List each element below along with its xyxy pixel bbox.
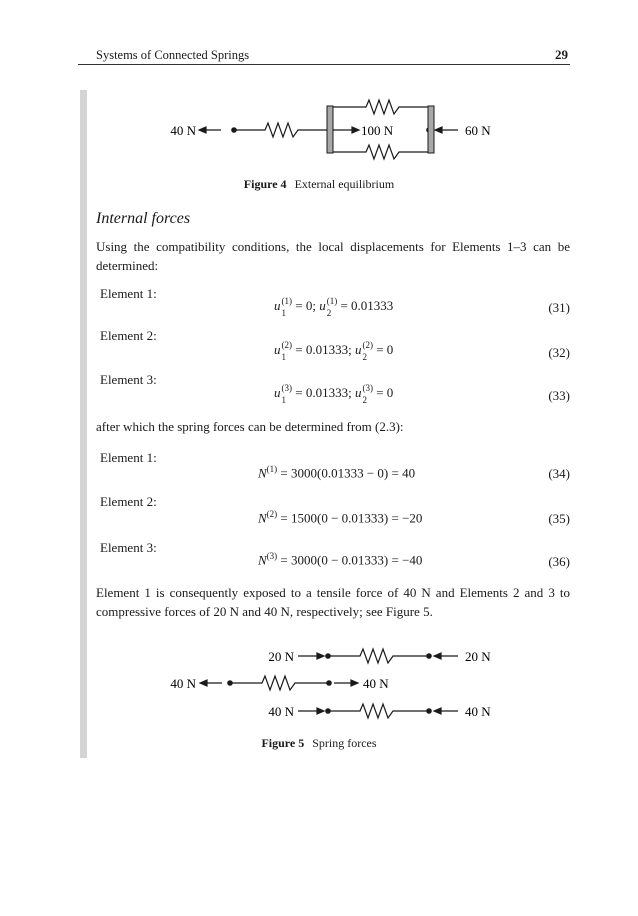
eq35-element-label: Element 2: [100, 494, 157, 509]
spring-row-3 [328, 704, 428, 718]
equation-36: $N^{(3)} = 3000(0 - 0.01333) = -40$ [258, 551, 423, 568]
fig5-row3-right-label: 40 N [465, 704, 491, 719]
fig5-row3-left-label: 40 N [268, 704, 294, 719]
eq33-element-label: Element 3: [100, 372, 157, 387]
conclusion-paragraph: Element 1 is consequently exposed to a tensile force of 40 N and Elements 2 and 3 to compressive forces of 20 N and 40 N, respectively; see Figure 5. [96, 585, 570, 619]
rigid-bar-right [428, 106, 434, 153]
fig5-row2-right-label: 40 N [363, 676, 389, 691]
figure-4-diagram [0, 95, 638, 165]
spring-row-1 [328, 649, 428, 663]
equation-32-number: (32) [548, 345, 570, 360]
figure-5-caption-label: Figure 5 [261, 736, 305, 750]
equation-33-number: (33) [548, 388, 570, 403]
equation-31: u (1) 1 = 0; u (1) 2 = 0.01333 [274, 296, 394, 318]
equation-32: u (2) 1 = 0.01333; u (2) 2 = 0 [274, 340, 394, 362]
equation-36-number: (36) [548, 554, 570, 569]
rigid-bar-left [327, 106, 333, 153]
equation-35: $N^{(2)} = 1500(0 - 0.01333) = -20$ [258, 509, 423, 526]
fig5-row1-left-label: 20 N [268, 649, 294, 664]
eq31-element-label: Element 1: [100, 286, 157, 301]
running-header-title: Systems of Connected Springs [96, 48, 250, 62]
spring-element-3 [333, 145, 428, 159]
figure-4-caption-text: External equilibrium [294, 177, 395, 191]
page-number: 29 [555, 47, 568, 62]
fig4-right-force-label: 60 N [465, 123, 491, 138]
equation-34-number: (34) [548, 466, 570, 481]
figure-5-caption [0, 736, 638, 751]
figure-4-caption-label: Figure 4 [243, 177, 287, 191]
eq32-element-label: Element 2: [100, 328, 157, 343]
eq36-element-label: Element 3: [100, 540, 157, 555]
fig5-row1-right-label: 20 N [465, 649, 491, 664]
intro-paragraph: Using the compatibility conditions, the local displacements for Elements 1–3 can be determined: [96, 239, 570, 273]
fig5-row2-left-label: 40 N [170, 676, 196, 691]
spring-element-1 [234, 123, 327, 137]
figure-4-caption [0, 177, 638, 192]
figure-5-caption-text: Spring forces [312, 736, 377, 750]
fig4-left-force-label: 40 N [170, 123, 196, 138]
after-paragraph: after which the spring forces can be determined from (2.3): [96, 419, 404, 434]
node-1 [231, 127, 237, 133]
header-rule [78, 64, 570, 65]
fig4-middle-force-label: 100 N [361, 123, 394, 138]
equation-34: $N^{(1)} = 3000(0.01333 - 0) = 40$ [258, 464, 416, 481]
spring-row-2 [230, 676, 328, 690]
left-force-arrowhead [199, 127, 206, 133]
spring-element-2 [333, 100, 428, 114]
equation-35-number: (35) [548, 511, 570, 526]
equation-33: u (3) 1 = 0.01333; u (3) 2 = 0 [274, 383, 394, 405]
figure-5-diagram [0, 640, 638, 722]
section-heading: Internal forces [96, 210, 191, 227]
eq34-element-label: Element 1: [100, 450, 157, 465]
equation-31-number: (31) [548, 300, 570, 315]
